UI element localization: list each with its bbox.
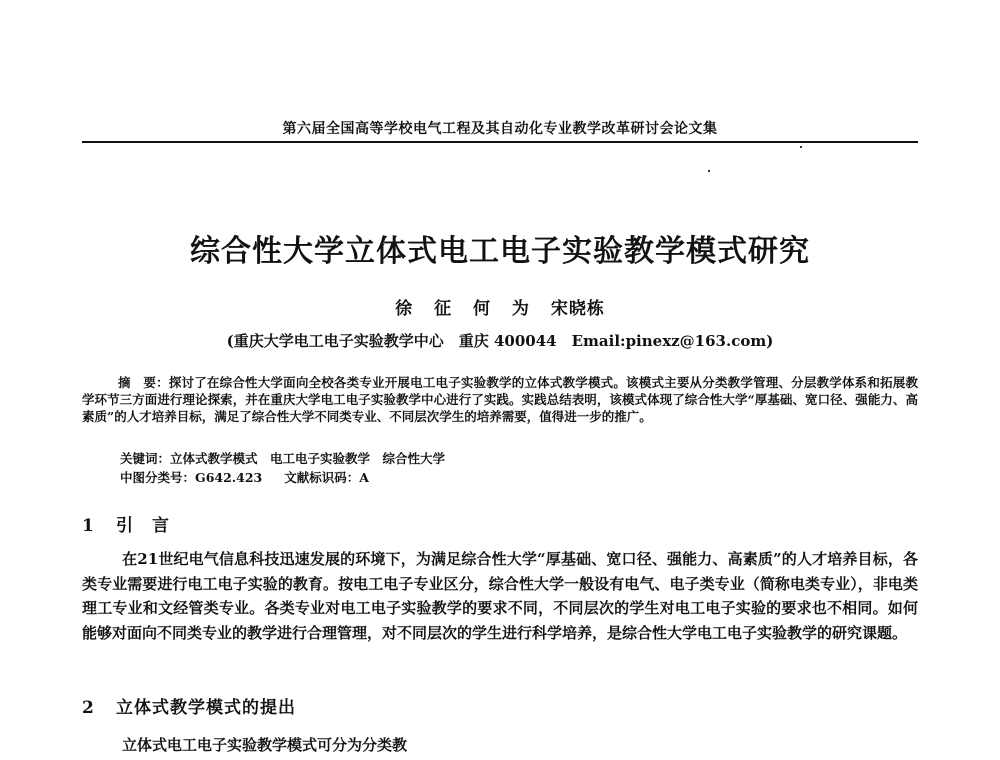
section-heading bbox=[82, 511, 170, 536]
paragraph-text: 立体式电工电子实验教学模式可分为分类教 bbox=[122, 736, 408, 754]
section-number: 2 bbox=[82, 698, 95, 718]
author-name: 宋晓栋 bbox=[550, 299, 605, 319]
clc-label: 中图分类号： bbox=[120, 470, 196, 485]
clc-value: G642.423 bbox=[195, 470, 263, 485]
abstract-label: 摘 要： bbox=[118, 375, 169, 390]
section-title: 引 言 bbox=[116, 516, 170, 536]
paragraph-text: 在21世纪电气信息科技迅速发展的环境下，为满足综合性大学“厚基础、宽口径、强能力、高素质”的人才培养目标，各类专业需要进行电工电子实验的教育。按电工电子专业区分，综合性大学一般设有电气、电子类专业（简称电类专业），非电类理工专业和文经管类专业。各类专业对电工电子实验教学的要求不同，不同层次的学生对电工电子实验的要求也不相同。如何能够对面向不同类专业的教学进行合理管理，对不同层次的学生进行科学培养，是综合性大学电工电子实验教学的研究课题。 bbox=[82, 550, 918, 642]
keywords-text: 立体式教学模式 电工电子实验教学 综合性大学 bbox=[170, 451, 446, 466]
scan-speck bbox=[800, 146, 802, 148]
section-heading bbox=[82, 693, 296, 718]
abstract bbox=[82, 374, 918, 425]
doc-code-value: A bbox=[359, 470, 369, 485]
affiliation: (重庆大学电工电子实验教学中心 重庆 400044 Email:pinexz@163.com) bbox=[226, 332, 774, 350]
section-title: 立体式教学模式的提出 bbox=[116, 698, 296, 718]
classification bbox=[120, 468, 369, 486]
abstract-text: 探讨了在综合性大学面向全校各类专业开展电工电子实验教学的立体式教学模式。该模式主要从分类教学管理、分层教学体系和拓展教学环节三方面进行理论探索，并在重庆大学电工电子实验教学中心进行了实践。实践总结表明，该模式体现了综合性大学“厚基础、宽口径、强能力、高素质”的人才培养目标，满足了综合性大学不同类专业、不同层次学生的培养需要，值得进一步的推广。 bbox=[82, 375, 918, 424]
author-name: 徐 征 bbox=[395, 299, 453, 319]
doc-code-label: 文献标识码： bbox=[284, 470, 360, 485]
author-name: 何 为 bbox=[473, 299, 530, 319]
scan-speck bbox=[708, 170, 710, 172]
header-rule bbox=[82, 141, 918, 143]
running-head: 第六届全国高等学校电气工程及其自动化专业教学改革研讨会论文集 bbox=[282, 121, 718, 137]
body-paragraph bbox=[82, 547, 918, 645]
keywords bbox=[120, 449, 445, 467]
keywords-label: 关键词： bbox=[120, 451, 171, 466]
paper-title: 综合性大学立体式电工电子实验教学模式研究 bbox=[190, 234, 810, 269]
section-number: 1 bbox=[82, 516, 95, 536]
author-list bbox=[82, 294, 918, 319]
body-paragraph bbox=[122, 734, 407, 755]
